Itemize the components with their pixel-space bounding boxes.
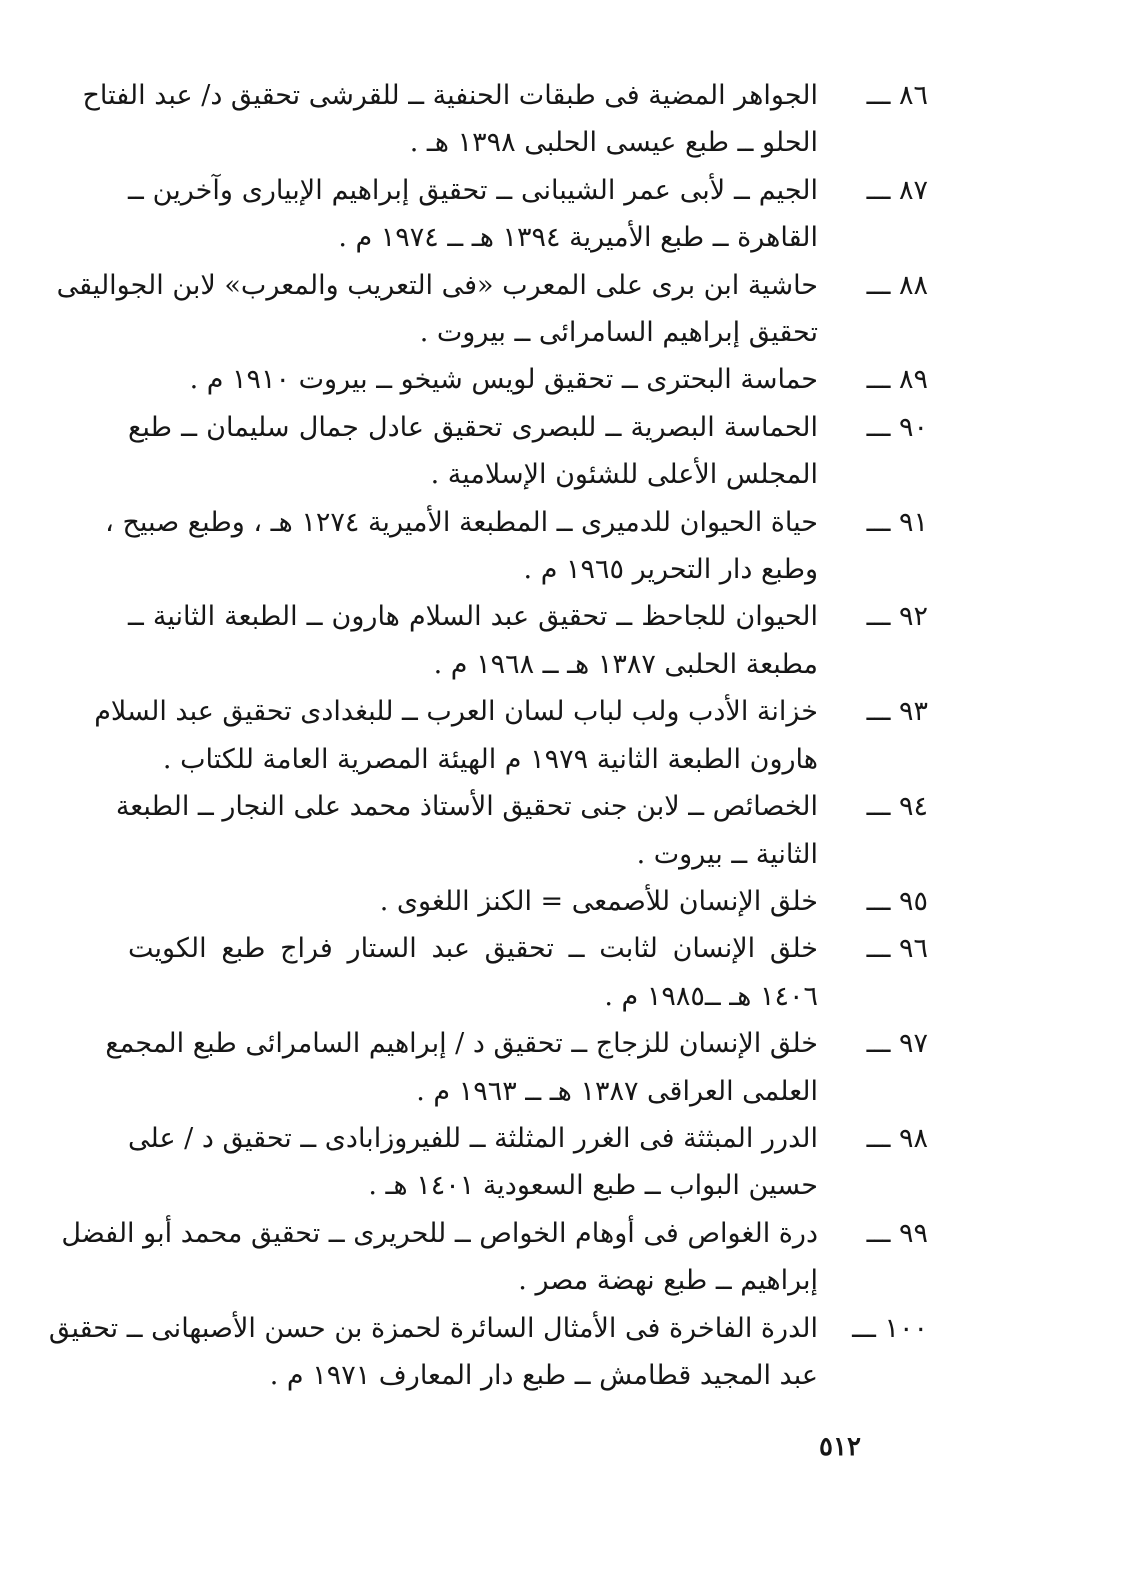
entry-number: ٩٧ ـــ [866,1028,928,1060]
entry-number: ٨٩ ـــ [866,364,928,396]
entry-continuation-line: القاهرة ــ طبع الأميرية ١٣٩٤ هـ ــ ١٩٧٤ م . [338,222,818,254]
entry-number: ٩٤ ـــ [866,791,928,823]
entry-text-line: الدرة الفاخرة فى الأمثال السائرة لحمزة بن حسن الأصبهانى ــ تحقيق [48,1312,818,1344]
entry-text-line: حاشية ابن برى على المعرب «فى التعريب والمعرب» لابن الجواليقى [56,269,818,301]
entry-continuation-line: ١٤٠٦ هـ ــ١٩٨٥ م . [604,980,818,1012]
bibliography-entry [128,878,928,925]
entry-text-line: الحيوان للجاحظ ــ تحقيق عبد السلام هارون ــ الطبعة الثانية ــ [128,601,818,633]
entry-number: ٩١ ـــ [866,506,928,538]
bibliography-entry [56,262,928,357]
entry-continuation-line: تحقيق إبراهيم السامرائى ــ بيروت . [419,317,818,349]
entry-continuation-line: الثانية ــ بيروت . [636,838,818,870]
entry-number: ٨٦ ـــ [866,80,928,111]
bibliography-entry [128,593,928,688]
entry-continuation-line: حسين البواب ــ طبع السعودية ١٤٠١ هـ . [368,1170,818,1202]
bibliography-entry [94,688,928,783]
entry-continuation-line: الحلو ــ طبع عيسى الحلبى ١٣٩٨ هـ . [409,127,818,159]
bibliography-entry [128,167,928,262]
entry-number: ٩٨ ـــ [866,1122,928,1154]
entry-text-line: الجيم ــ لأبى عمر الشيبانى ــ تحقيق إبراهيم الإبيارى وآخرين ــ [128,174,818,206]
entry-continuation-line: عبد المجيد قطامش ــ طبع دار المعارف ١٩٧١ م . [269,1359,818,1391]
bibliography-entry [128,925,928,1020]
entry-continuation-line: العلمى العراقى ١٣٨٧ هـ ــ ١٩٦٣ م . [416,1075,818,1107]
bibliography-entry [128,356,928,403]
bibliography-entry [128,404,928,499]
entry-text-line: حماسة البحترى ــ تحقيق لويس شيخو ــ بيروت ١٩١٠ م . [189,364,818,396]
entry-text-line: الخصائص ــ لابن جنى تحقيق الأستاذ محمد على النجار ــ الطبعة [115,791,818,823]
entry-text-line: خلق الإنسان لثابت ــ تحقيق عبد الستار فراج طبع الكويت [128,933,818,965]
entry-continuation-line: المجلس الأعلى للشئون الإسلامية . [430,459,818,491]
entry-continuation-line: إبراهيم ــ طبع نهضة مصر . [518,1265,818,1297]
bibliography-entry [115,783,928,878]
entry-continuation-line: مطبعة الحلبى ١٣٨٧ هـ ــ ١٩٦٨ م . [433,648,818,680]
entry-number: ٨٧ ـــ [866,174,928,206]
entry-continuation-line: وطبع دار التحرير ١٩٦٥ م . [523,554,818,586]
entry-number: ٨٨ ـــ [866,269,928,301]
bibliography-entry [82,72,928,167]
bibliography-entry [105,1020,928,1115]
bibliography-entry [61,1210,928,1305]
entry-text-line: الجواهر المضية فى طبقات الحنفية ــ للقرشى تحقيق د/ عبد الفتاح [82,80,818,111]
entry-text-line: الدرر المبثثة فى الغرر المثلثة ــ للفيروزابادى ــ تحقيق د / على [128,1122,818,1154]
entry-text-line: الحماسة البصرية ــ للبصرى تحقيق عادل جمال سليمان ــ طبع [128,411,818,443]
entry-text-line: خزانة الأدب ولب لباب لسان العرب ــ للبغدادى تحقيق عبد السلام [94,696,818,728]
entry-number: ٩٣ ـــ [866,696,928,728]
bibliography-entry [48,1305,928,1400]
entry-number: ٩٥ ـــ [866,885,928,917]
entry-text-line: خلق الإنسان للأصمعى = الكنز اللغوى . [379,885,818,917]
entry-text-line: درة الغواص فى أوهام الخواص ــ للحريرى ــ تحقيق محمد أبو الفضل [61,1217,818,1249]
bibliography-list [48,72,928,1399]
bibliography-entry [105,499,928,594]
entry-text-line: حياة الحيوان للدميرى ــ المطبعة الأميرية ١٢٧٤ هـ ، وطبع صبيح ، [105,506,818,538]
page-number: ٥١٢ [819,1432,861,1462]
entry-number: ١٠٠ ـــ [852,1312,928,1344]
entry-text-line: خلق الإنسان للزجاج ــ تحقيق د / إبراهيم السامرائى طبع المجمع [105,1028,818,1060]
entry-number: ٩٦ ـــ [866,933,928,965]
bibliography-entry [128,1115,928,1210]
entry-continuation-line: هارون الطبعة الثانية ١٩٧٩ م الهيئة المصرية العامة للكتاب . [162,743,818,775]
entry-number: ٩٠ ـــ [866,411,928,443]
entry-number: ٩٩ ـــ [866,1217,928,1249]
entry-number: ٩٢ ـــ [866,601,928,633]
